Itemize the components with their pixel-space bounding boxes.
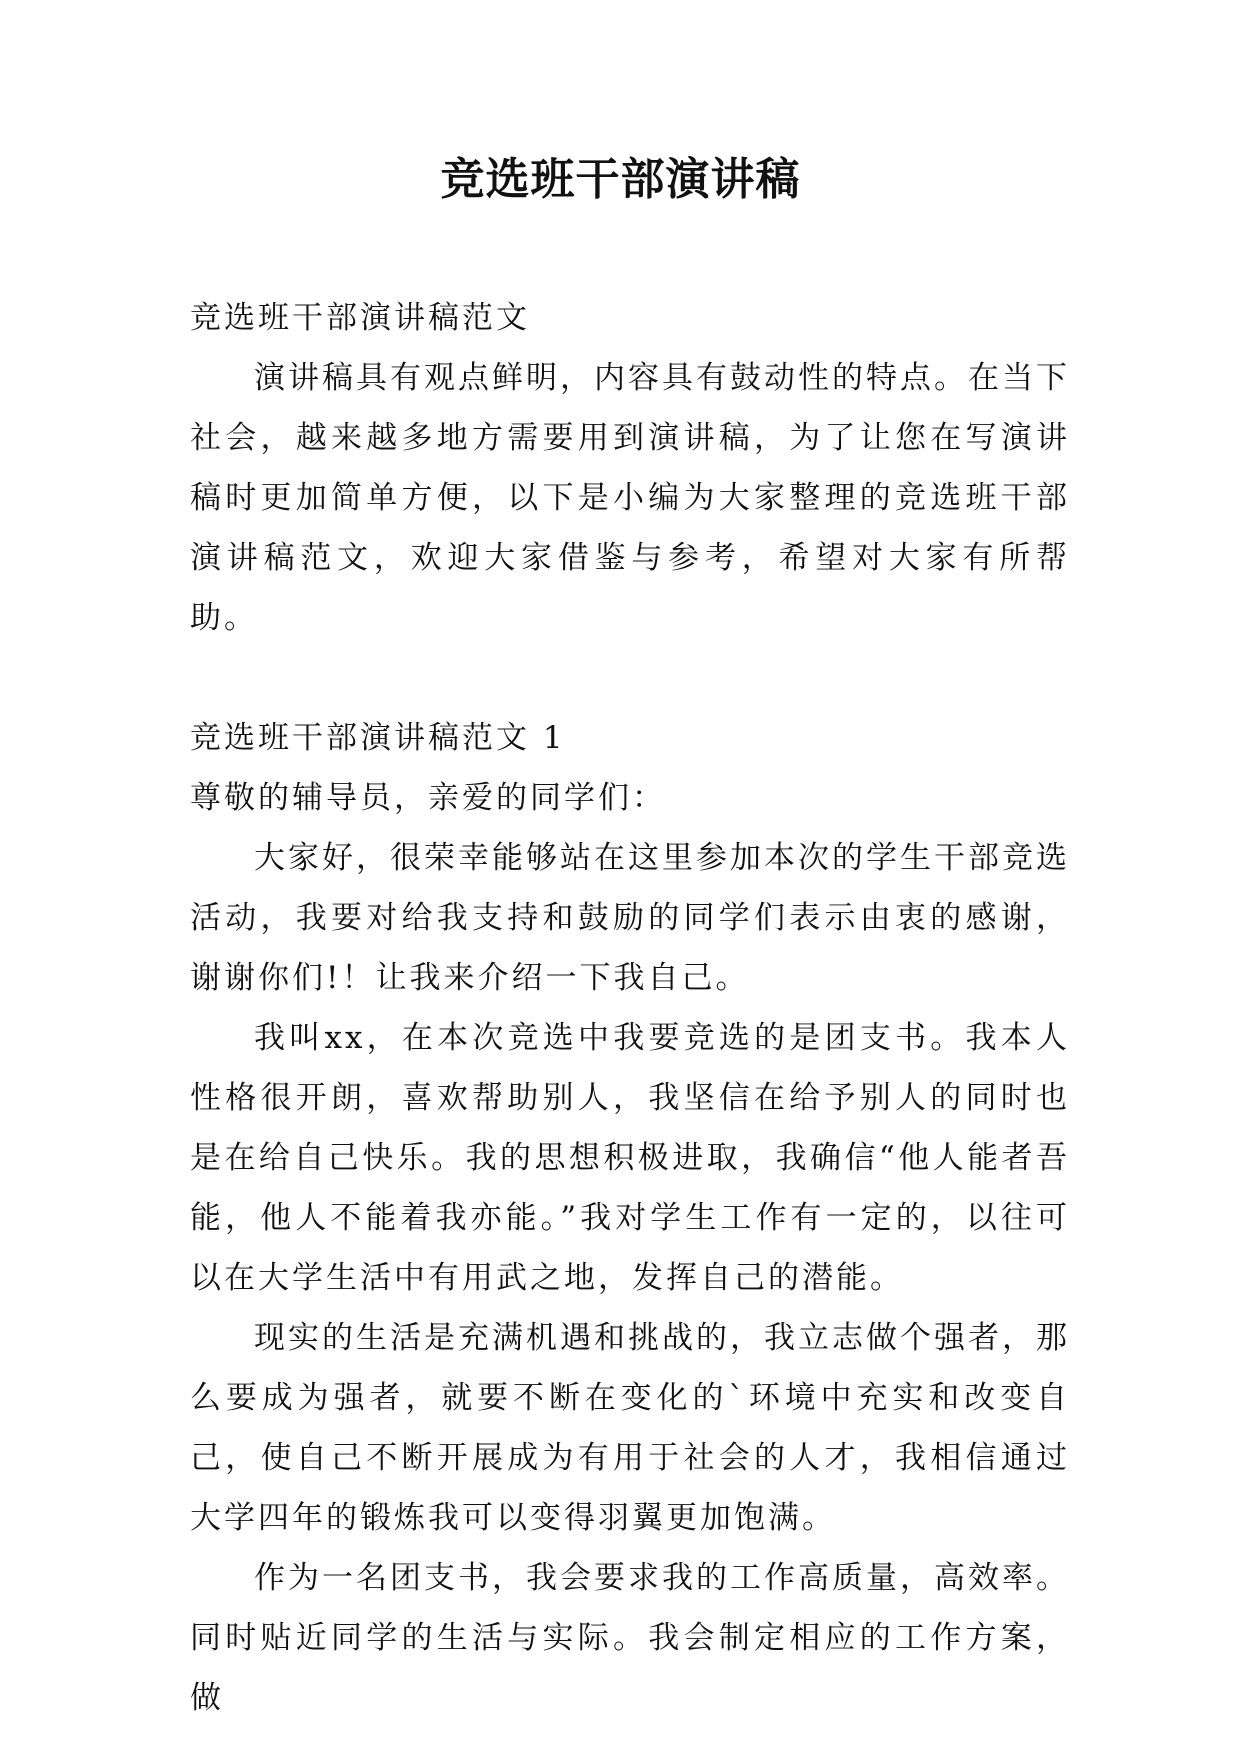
body-paragraph: 我叫xx，在本次竞选中我要竞选的是团支书。我本人性格很开朗，喜欢帮助别人，我坚信在给予别人的同时也是在给自己快乐。我的思想积极进取，我确信“他人能者吾能，他人不能着我亦能。”我对学生工作有一定的，以往可以在大学生活中有用武之地，发挥自己的潜能。 <box>190 1020 1070 1296</box>
body-paragraph: 作为一名团支书，我会要求我的工作高质量，高效率。同时贴近同学的生活与实际。我会制定相应的工作方案，做 <box>190 1560 1070 1716</box>
section-heading: 竞选班干部演讲稿范文 1 <box>190 720 566 756</box>
intro-heading: 竞选班干部演讲稿范文 <box>190 300 530 336</box>
body-paragraph: 大家好，很荣幸能够站在这里参加本次的学生干部竞选活动，我要对给我支持和鼓励的同学们表示由衷的感谢，谢谢你们!！让我来介绍一下我自己。 <box>190 840 1070 996</box>
intro-paragraph: 演讲稿具有观点鲜明，内容具有鼓动性的特点。在当下社会，越来越多地方需要用到演讲稿，为了让您在写演讲稿时更加简单方便，以下是小编为大家整理的竞选班干部演讲稿范文，欢迎大家借鉴与参考，希望对大家有所帮助。 <box>190 360 1070 636</box>
document-title: 竞选班干部演讲稿 <box>440 154 801 205</box>
section-gap <box>190 648 1070 708</box>
document-body <box>190 288 1070 1728</box>
body-paragraph: 现实的生活是充满机遇和挑战的，我立志做个强者，那么要成为强者，就要不断在变化的`环境中充实和改变自己，使自己不断开展成为有用于社会的人才，我相信通过大学四年的锻炼我可以变得羽翼更加饱满。 <box>190 1320 1070 1536</box>
salutation: 尊敬的辅导员，亲爱的同学们： <box>190 780 666 816</box>
